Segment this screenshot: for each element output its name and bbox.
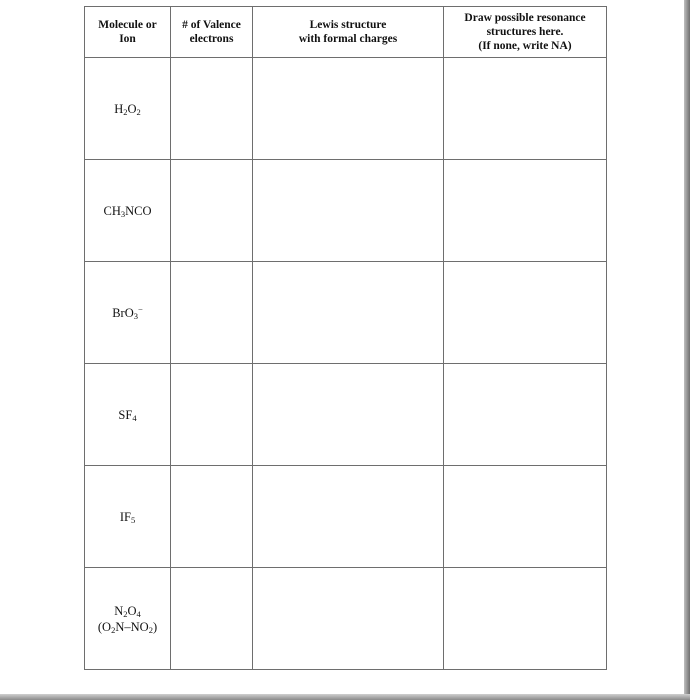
formula-primary: $N_2O_4$ xyxy=(114,603,141,619)
molecule-cell xyxy=(85,364,171,466)
resonance-answer-cell[interactable] xyxy=(444,568,607,670)
molecule-formula: $H_2O_2$ xyxy=(114,101,141,117)
header-valence-electrons: # of Valence electrons xyxy=(171,7,253,58)
molecule-formula: BrO$_3$− xyxy=(112,303,143,321)
table-row xyxy=(85,466,607,568)
header-row xyxy=(85,7,607,58)
page-edge-shadow xyxy=(684,0,690,700)
resonance-answer-cell[interactable] xyxy=(444,160,607,262)
lewis-structure-answer-cell[interactable] xyxy=(253,568,444,670)
table-row xyxy=(85,160,607,262)
molecule-formula: $IF_5$ xyxy=(119,509,136,525)
table-row xyxy=(85,58,607,160)
lewis-structure-answer-cell[interactable] xyxy=(253,262,444,364)
page-bottom-shadow xyxy=(0,694,690,700)
valence-electrons-answer-cell[interactable] xyxy=(171,160,253,262)
molecule-formula xyxy=(98,603,157,635)
resonance-answer-cell[interactable] xyxy=(444,466,607,568)
valence-electrons-answer-cell[interactable] xyxy=(171,568,253,670)
valence-electrons-answer-cell[interactable] xyxy=(171,364,253,466)
table-row xyxy=(85,262,607,364)
molecule-formula: $CH_3NCO$ xyxy=(103,203,152,219)
table-row xyxy=(85,568,607,670)
formula-alternate: $(O_2N-NO_2)$ xyxy=(97,619,158,635)
resonance-answer-cell[interactable] xyxy=(444,364,607,466)
header-lewis-structure: Lewis structure with formal charges xyxy=(253,7,444,58)
header-resonance-structures: Draw possible resonance structures here. (If none, write NA) xyxy=(444,7,607,58)
molecule-cell xyxy=(85,568,171,670)
valence-electrons-answer-cell[interactable] xyxy=(171,466,253,568)
lewis-structure-worksheet-table xyxy=(84,6,607,670)
lewis-structure-answer-cell[interactable] xyxy=(253,364,444,466)
resonance-answer-cell[interactable] xyxy=(444,262,607,364)
valence-electrons-answer-cell[interactable] xyxy=(171,58,253,160)
lewis-structure-answer-cell[interactable] xyxy=(253,160,444,262)
molecule-cell xyxy=(85,160,171,262)
header-molecule-or-ion: Molecule or Ion xyxy=(85,7,171,58)
valence-electrons-answer-cell[interactable] xyxy=(171,262,253,364)
lewis-structure-answer-cell[interactable] xyxy=(253,466,444,568)
resonance-answer-cell[interactable] xyxy=(444,58,607,160)
molecule-cell xyxy=(85,58,171,160)
molecule-cell xyxy=(85,466,171,568)
molecule-cell xyxy=(85,262,171,364)
lewis-structure-answer-cell[interactable] xyxy=(253,58,444,160)
table-row xyxy=(85,364,607,466)
molecule-formula: $SF_4$ xyxy=(118,407,137,423)
